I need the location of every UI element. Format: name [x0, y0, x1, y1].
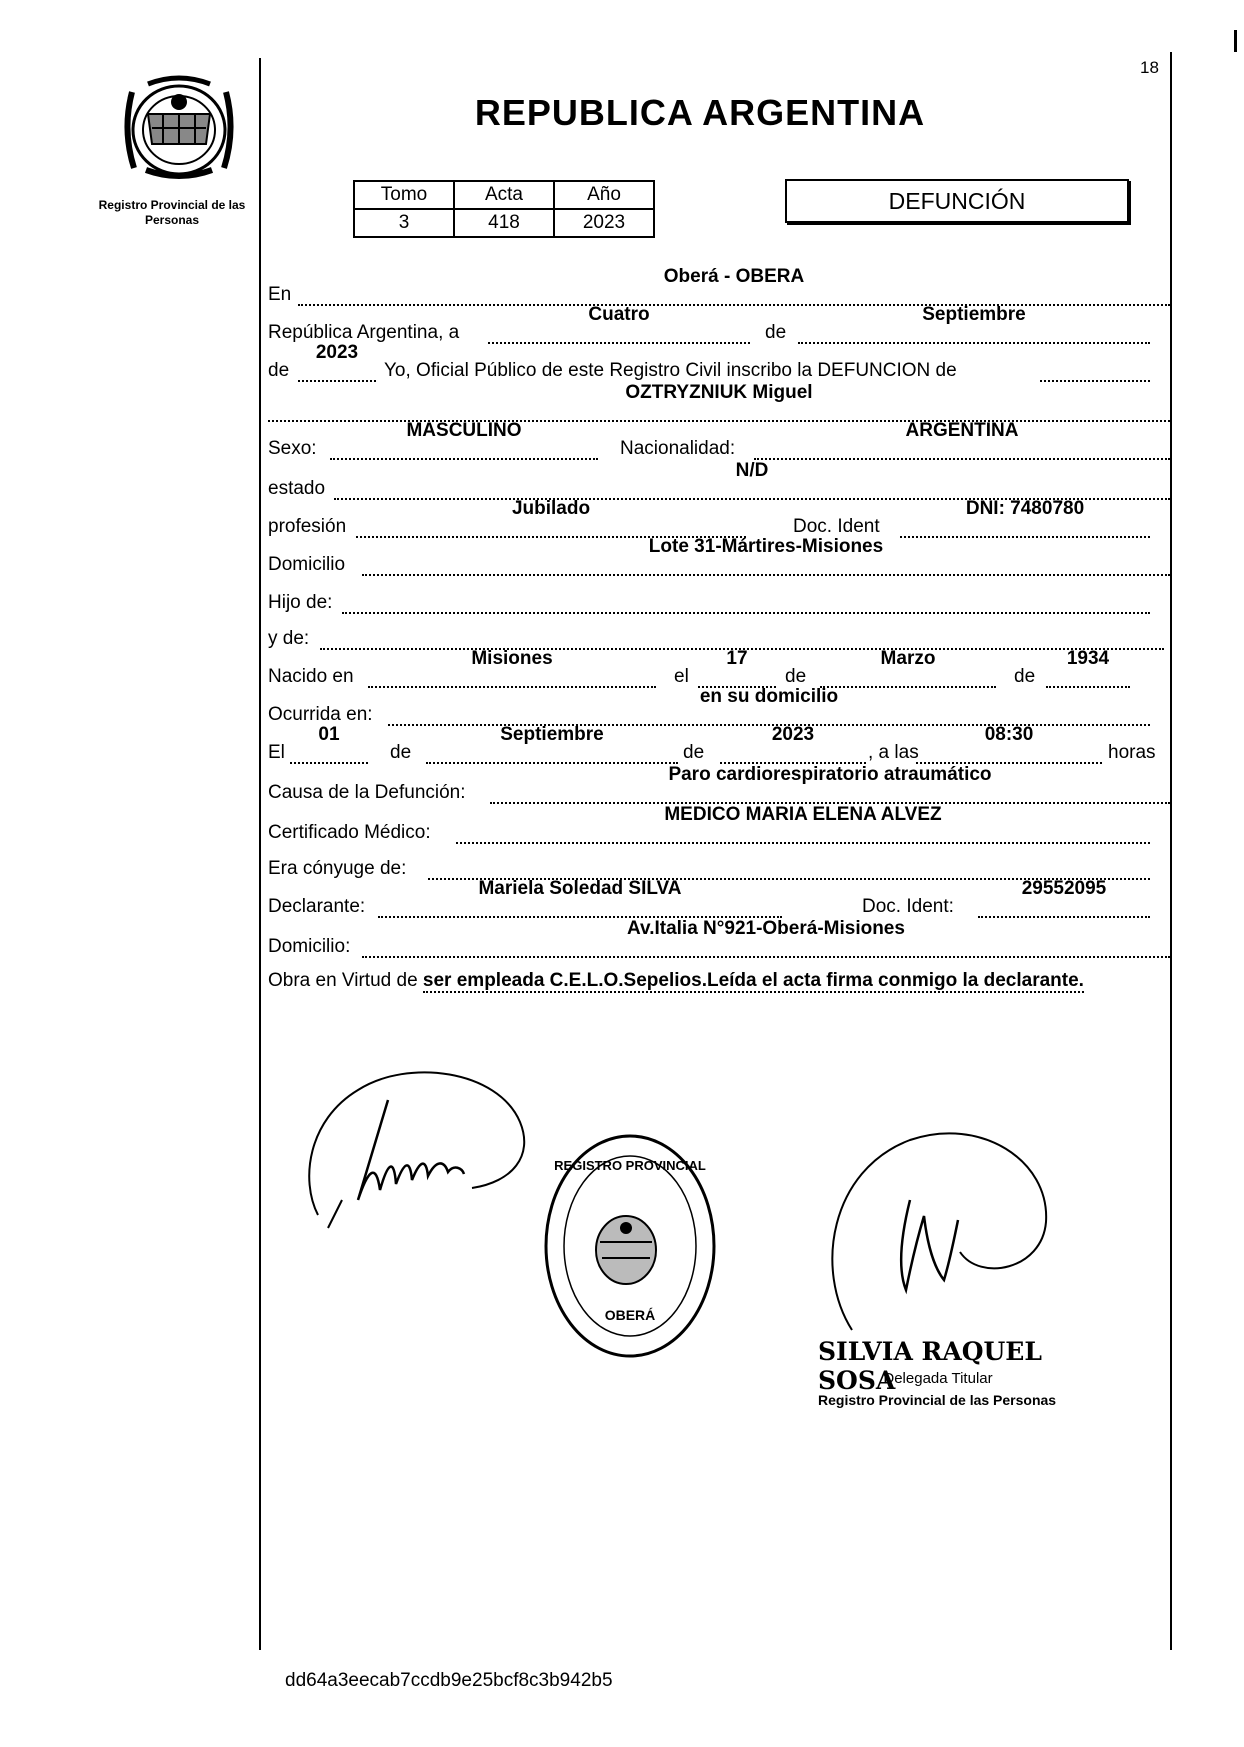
declarant-signature	[298, 1050, 538, 1240]
row-certificado	[268, 804, 1170, 844]
signer-role: Delegada Titular	[883, 1370, 993, 1387]
en-label: En	[268, 284, 292, 305]
hijo-label: Hijo de:	[268, 592, 333, 613]
def-dia-field: 01	[290, 738, 368, 764]
official-stamp	[540, 1130, 720, 1362]
signer-name: SILVIA RAQUEL SOSA	[818, 1337, 1042, 1395]
conyuge-label: Era cónyuge de:	[268, 858, 407, 879]
row-domicilio	[268, 536, 1170, 576]
hijo-field	[342, 588, 1150, 614]
page-number: 18	[1140, 58, 1159, 77]
lugar-field: Oberá - OBERA	[298, 280, 1170, 306]
document-hash: dd64a3eecab7ccdb9e25bcf8c3b942b5	[285, 1670, 613, 1691]
estado-label: estado	[268, 478, 326, 499]
nombre-field: OZTRYZNIUK Miguel	[268, 396, 1170, 422]
row-estado	[268, 460, 1170, 500]
tomo-value: 3	[354, 209, 454, 237]
right-margin-line	[1170, 52, 1172, 1650]
causa-field: Paro cardiorespiratorio atraumático	[490, 778, 1170, 804]
yde-label: y de:	[268, 628, 310, 649]
nacido-de-label: de	[785, 666, 807, 687]
domicilio2-label: Domicilio:	[268, 936, 351, 957]
de-label: de	[765, 322, 787, 343]
stamp-city: OBERÁ	[604, 1307, 656, 1323]
def-anio-field: 2023	[720, 738, 866, 764]
def-mes-field: Septiembre	[426, 738, 678, 764]
def-de-label: de	[390, 742, 412, 763]
nacido-mes-field: Marzo	[820, 662, 996, 688]
doc-field: DNI: 7480780	[900, 512, 1150, 538]
yde-field	[320, 624, 1164, 650]
de2-label: de	[268, 360, 290, 381]
obra-paragraph	[268, 968, 1170, 994]
page-title: REPUBLICA ARGENTINA	[474, 92, 926, 133]
svg-text:REGISTRO PROVINCIAL: REGISTRO PROVINCIAL	[554, 1158, 706, 1173]
domicilio-label: Domicilio	[268, 554, 346, 575]
el2-label: El	[268, 742, 285, 763]
row-nombre	[268, 382, 1170, 422]
horas-label: horas	[1108, 742, 1156, 763]
nacido-dia-field: 17	[698, 662, 776, 688]
acta-header: Acta	[454, 181, 554, 209]
alas-label: , a las	[868, 742, 919, 763]
republica-label: República Argentina, a	[268, 322, 460, 343]
certificado-label: Certificado Médico:	[268, 822, 431, 843]
nacido-de2-label: de	[1014, 666, 1036, 687]
row-domicilio-declarante	[268, 918, 1170, 958]
def-hora-field: 08:30	[916, 738, 1102, 764]
conyuge-field	[428, 854, 1150, 880]
anio-texto-field: 2023	[298, 356, 376, 382]
certificado-field: MEDICO MARIA ELENA ALVEZ	[456, 818, 1150, 844]
inscribo-text: Yo, Oficial Público de este Registro Civil inscribo la DEFUNCION de	[384, 360, 957, 381]
nacido-label: Nacido en	[268, 666, 354, 687]
domicilio-field: Lote 31-Mártires-Misiones	[362, 550, 1170, 576]
profesion-field: Jubilado	[356, 512, 746, 538]
row-inscribo	[268, 342, 1170, 382]
official-signature	[820, 1120, 1060, 1340]
row-declarante	[268, 878, 1170, 918]
row-causa	[268, 764, 1170, 804]
row-fecha-texto	[268, 304, 1170, 344]
declarante-label: Declarante:	[268, 896, 366, 917]
def-de2-label: de	[683, 742, 705, 763]
signer-organization: Registro Provincial de las Personas	[818, 1392, 1057, 1408]
sexo-field: MASCULINO	[330, 434, 598, 460]
tomo-header: Tomo	[354, 181, 454, 209]
record-table	[353, 180, 655, 238]
doc2-label: Doc. Ident:	[862, 896, 954, 917]
mes-field: Septiembre	[798, 318, 1150, 344]
doc2-field: 29552095	[978, 892, 1150, 918]
ocurrida-label: Ocurrida en:	[268, 704, 373, 725]
inscribo-blank	[1040, 356, 1150, 382]
row-lugar	[268, 266, 1170, 306]
logo-caption: Registro Provincial de las Personas	[98, 198, 246, 227]
nacionalidad-field: ARGENTINA	[754, 434, 1170, 460]
anio-header: Año	[554, 181, 654, 209]
row-hijo	[268, 588, 1170, 614]
record-type-box: DEFUNCIÓN	[785, 179, 1129, 223]
provincial-seal-logo	[118, 72, 240, 184]
row-sexo	[268, 420, 1170, 460]
estado-field: N/D	[334, 474, 1170, 500]
row-nacido	[268, 648, 1170, 688]
domicilio2-field: Av.Italia N°921-Oberá-Misiones	[362, 932, 1170, 958]
row-yde	[268, 624, 1170, 650]
sexo-label: Sexo:	[268, 438, 317, 459]
dia-field: Cuatro	[488, 318, 750, 344]
acta-value: 418	[454, 209, 554, 237]
causa-label: Causa de la Defunción:	[268, 782, 466, 803]
anio-value: 2023	[554, 209, 654, 237]
row-ocurrida	[268, 686, 1170, 726]
nacido-lugar-field: Misiones	[368, 662, 656, 688]
doc-label: Doc. Ident	[793, 516, 880, 537]
el-label: el	[674, 666, 689, 687]
declarante-field: Mariela Soledad SILVA	[378, 892, 782, 918]
row-conyuge	[268, 854, 1170, 880]
profesion-label: profesión	[268, 516, 347, 537]
edge-mark	[1234, 30, 1237, 52]
obra-label: Obra en Virtud de	[268, 970, 418, 991]
row-profesion	[268, 498, 1170, 538]
left-margin-line	[259, 58, 261, 1650]
obra-value: ser empleada C.E.L.O.Sepelios.Leída el acta firma conmigo la declarante.	[422, 970, 1084, 991]
row-fecha-defuncion	[268, 724, 1170, 764]
ocurrida-field: en su domicilio	[388, 700, 1150, 726]
nacionalidad-label: Nacionalidad:	[620, 438, 736, 459]
nacido-anio-field: 1934	[1046, 662, 1130, 688]
